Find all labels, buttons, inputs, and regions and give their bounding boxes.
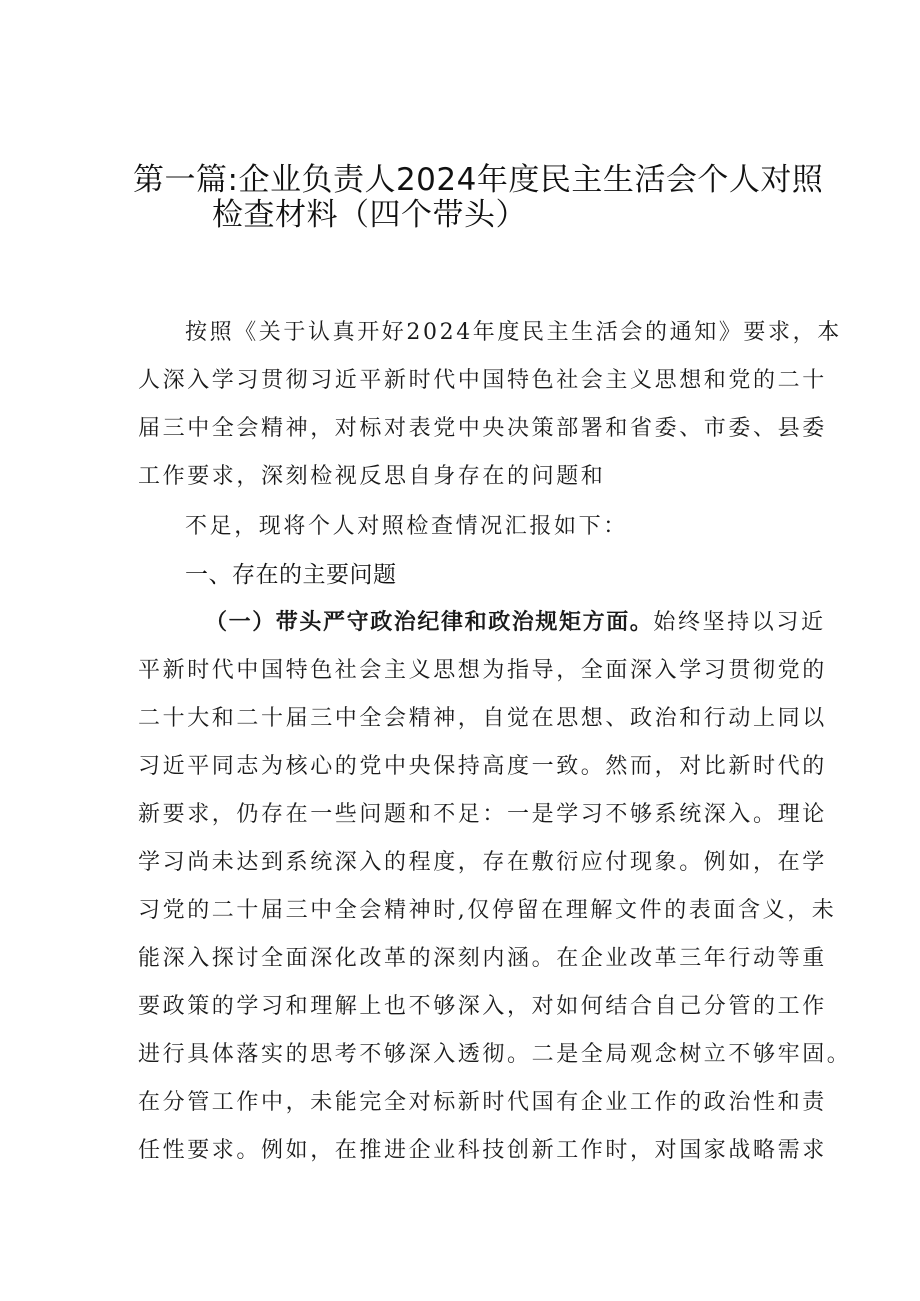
paragraph-line: 新要求，仍存在一些问题和不足：一是学习不够系统深入。理论 bbox=[138, 802, 827, 827]
intro-line-4: 工作要求，深刻检视反思自身存在的问题和 bbox=[138, 464, 606, 489]
paragraph-line: 要政策的学习和理解上也不够深入，对如何结合自己分管的工作 bbox=[138, 994, 827, 1019]
document-title-line-1: 第一篇:企业负责人2024年度民主生活会个人对照 bbox=[133, 162, 824, 198]
paragraph-line: 习近平同志为核心的党中央保持高度一致。然而，对比新时代的 bbox=[138, 754, 827, 779]
paragraph-line: 进行具体落实的思考不够深入透彻。二是全局观念树立不够牢固。 bbox=[138, 1042, 852, 1067]
intro-line-5: 不足，现将个人对照检查情况汇报如下： bbox=[185, 514, 628, 539]
subsection-first-line bbox=[205, 607, 826, 638]
paragraph-line: 习党的二十届三中全会精神时,仅停留在理解文件的表面含义，未 bbox=[138, 898, 837, 923]
paragraph-line: 任性要求。例如，在推进企业科技创新工作时，对国家战略需求 bbox=[138, 1138, 827, 1163]
subsection-first-line-rest: 始终坚持以习近 bbox=[653, 610, 826, 635]
paragraph-line: 二十大和二十届三中全会精神，自觉在思想、政治和行动上同以 bbox=[138, 706, 827, 731]
paragraph-line: 在分管工作中，未能完全对标新时代国有企业工作的政治性和责 bbox=[138, 1090, 827, 1115]
intro-line-2: 人深入学习贯彻习近平新时代中国特色社会主义思想和党的二十 bbox=[138, 368, 827, 393]
paragraph-line: 平新时代中国特色社会主义思想为指导，全面深入学习贯彻党的 bbox=[138, 658, 827, 683]
paragraph-line: 能深入探讨全面深化改革的深刻内涵。在企业改革三年行动等重 bbox=[138, 946, 827, 971]
intro-line-1: 按照《关于认真开好2024年度民主生活会的通知》要求，本 bbox=[185, 320, 842, 345]
document-title-line-2: 检查材料（四个带头） bbox=[212, 197, 527, 233]
intro-line-3: 届三中全会精神，对标对表党中央决策部署和省委、市委、县委 bbox=[138, 416, 827, 441]
paragraph-line: 学习尚未达到系统深入的程度，存在敷衍应付现象。例如，在学 bbox=[138, 850, 827, 875]
section-heading: 一、存在的主要问题 bbox=[185, 562, 397, 588]
subsection-heading: （一）带头严守政治纪律和政治规矩方面。 bbox=[205, 609, 654, 635]
